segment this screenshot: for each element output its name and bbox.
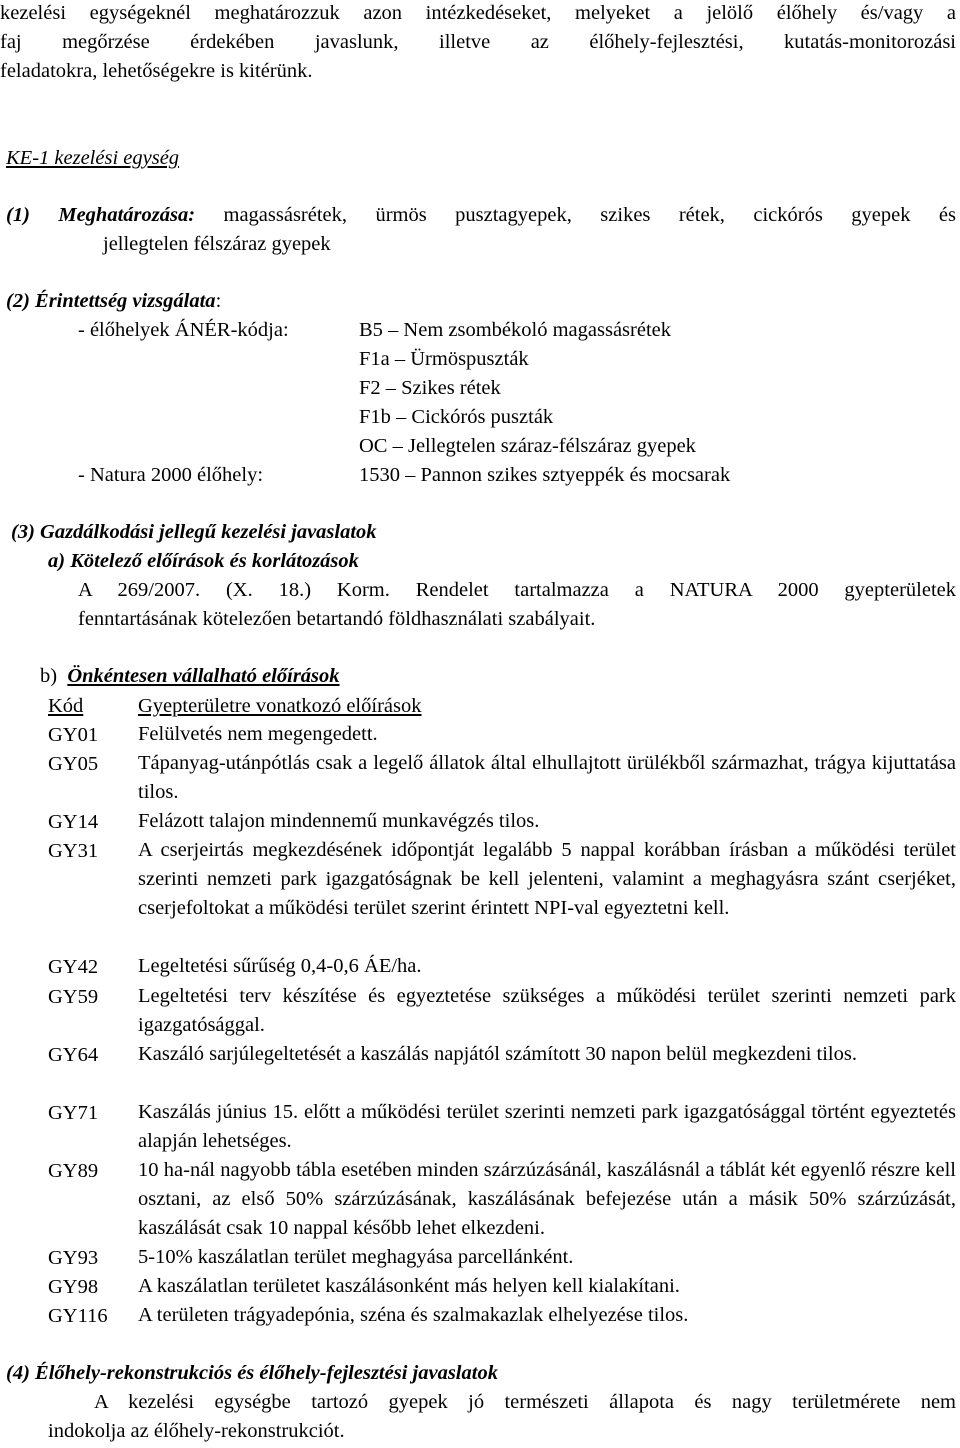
section-2-colon: : [215, 290, 222, 312]
habitat-item: F1a – Ürmöspuszták [359, 348, 529, 370]
section-2-heading [6, 289, 221, 313]
habitat-item: OC – Jellegtelen száraz-félszáraz gyepek [359, 435, 696, 457]
habitat-label: - élőhelyek ÁNÉR-kódja: [78, 319, 289, 341]
rule-code: GY14 [48, 811, 99, 833]
section-1-line-1 [6, 203, 956, 227]
rule-code: GY98 [48, 1276, 99, 1298]
section-3b-title [40, 664, 340, 688]
rule-text: A cserjeirtás megkezdésének időpontját legalább 5 nappal korábban írásban a működési terület szerinti nemzeti park igazgatóságnak be kell jelenteni, valamint a meghagyásra szánt cserjéket, cserjefoltokat a működési terület szerint érintett NPI-val egyeztetni kell. [138, 839, 956, 919]
intro-line-2: faj megőrzése érdekében javaslunk, illetve az élőhely-fejlesztési, kutatás-monitorozási [0, 31, 956, 53]
rule-code: GY42 [48, 956, 99, 978]
section-3b-label: Önkéntesen vállalható előírások [67, 665, 340, 687]
rule-text: 10 ha-nál nagyobb tábla esetében minden szárzúzásánál, kaszálásnál a táblát két egyenlő részre kell osztani, az első 50% szárzúzásának, kaszálásának befejezése után a másik 50% szárzúzását, kaszálását csak 10 nappal később lehet elkezdeni. [138, 1159, 956, 1239]
habitat-item: F2 – Szikes rétek [359, 377, 501, 399]
rule-text: Legeltetési terv készítése és egyeztetése szükséges a működési terület szerinti nemzeti park igazgatósággal. [138, 985, 956, 1036]
rule-text: Kaszáló sarjúlegeltetését a kaszálás napjától számított 30 napon belül megkezdeni tilos. [138, 1043, 857, 1065]
section-2-label: (2) Érintettség vizsgálata [6, 290, 216, 312]
section-4-title: (4) Élőhely-rekonstrukciós és élőhely-fejlesztési javaslatok [6, 1362, 498, 1384]
rule-code: GY71 [48, 1102, 99, 1124]
natura-label: - Natura 2000 élőhely: [78, 464, 264, 486]
habitat-item: B5 – Nem zsombékoló magassásrétek [359, 319, 671, 341]
rule-code: GY93 [48, 1247, 99, 1269]
habitat-item: F1b – Cickórós puszták [359, 406, 554, 428]
rule-code: GY64 [48, 1044, 99, 1066]
unit-title: KE-1 kezelési egység [6, 147, 180, 169]
rule-code: GY01 [48, 724, 99, 746]
rule-code: GY05 [48, 753, 99, 775]
rule-text: A területen trágyadepónia, széna és szalmakazlak elhelyezése tilos. [138, 1304, 689, 1326]
section-3b-prefix: b) [40, 665, 58, 687]
section-3a-line-1: A 269/2007. (X. 18.) Korm. Rendelet tartalmazza a NATURA 2000 gyepterületek [78, 579, 956, 601]
table-header-code: Kód [48, 695, 84, 717]
section-1-line-2: jellegtelen félszáraz gyepek [103, 233, 331, 255]
rule-code: GY31 [48, 840, 99, 862]
section-3-title: (3) Gazdálkodási jellegű kezelési javaslatok [11, 521, 377, 543]
section-3a-title: a) Kötelező előírások és korlátozások [48, 550, 359, 572]
section-3a-line-2: fenntartásának kötelezően betartandó földhasználati szabályait. [78, 608, 596, 630]
rule-text: Felülvetés nem megengedett. [138, 723, 378, 745]
rule-text: 5-10% kaszálatlan terület meghagyása parcellánként. [138, 1246, 574, 1268]
rule-text: Tápanyag-utánpótlás csak a legelő állatok által elhullajtott ürülékből származhat, trágya kijuttatása tilos. [138, 752, 956, 803]
intro-line-3: feladatokra, lehetőségekre is kitérünk. [0, 60, 313, 82]
rule-code: GY116 [48, 1305, 108, 1327]
rule-text: A kaszálatlan területet kaszálásonként más helyen kell kialakítani. [138, 1275, 680, 1297]
section-1-label: (1) Meghatározása: [6, 204, 196, 226]
table-header-text: Gyepterületre vonatkozó előírások [138, 695, 422, 717]
rule-text: Felázott talajon mindennemű munkavégzés tilos. [138, 810, 540, 832]
natura-value: 1530 – Pannon szikes sztyeppék és mocsarak [359, 464, 731, 486]
intro-line-1: kezelési egységeknél meghatározzuk azon intézkedéseket, melyeket a jelölő élőhely és/vagy a [0, 2, 956, 24]
section-4-line-1: A kezelési egységbe tartozó gyepek jó természeti állapota és nagy területmérete nem [94, 1391, 956, 1413]
rule-code: GY59 [48, 986, 99, 1008]
rule-code: GY89 [48, 1160, 99, 1182]
section-1-text: magassásrétek, ürmös pusztagyepek, szikes rétek, cickórós gyepek és [195, 204, 956, 226]
section-4-line-2: indokolja az élőhely-rekonstrukciót. [48, 1420, 345, 1442]
rule-text: Legeltetési sűrűség 0,4-0,6 ÁE/ha. [138, 955, 422, 977]
rule-text: Kaszálás június 15. előtt a működési terület szerinti nemzeti park igazgatósággal történt egyeztetés alapján lehetséges. [138, 1101, 956, 1152]
